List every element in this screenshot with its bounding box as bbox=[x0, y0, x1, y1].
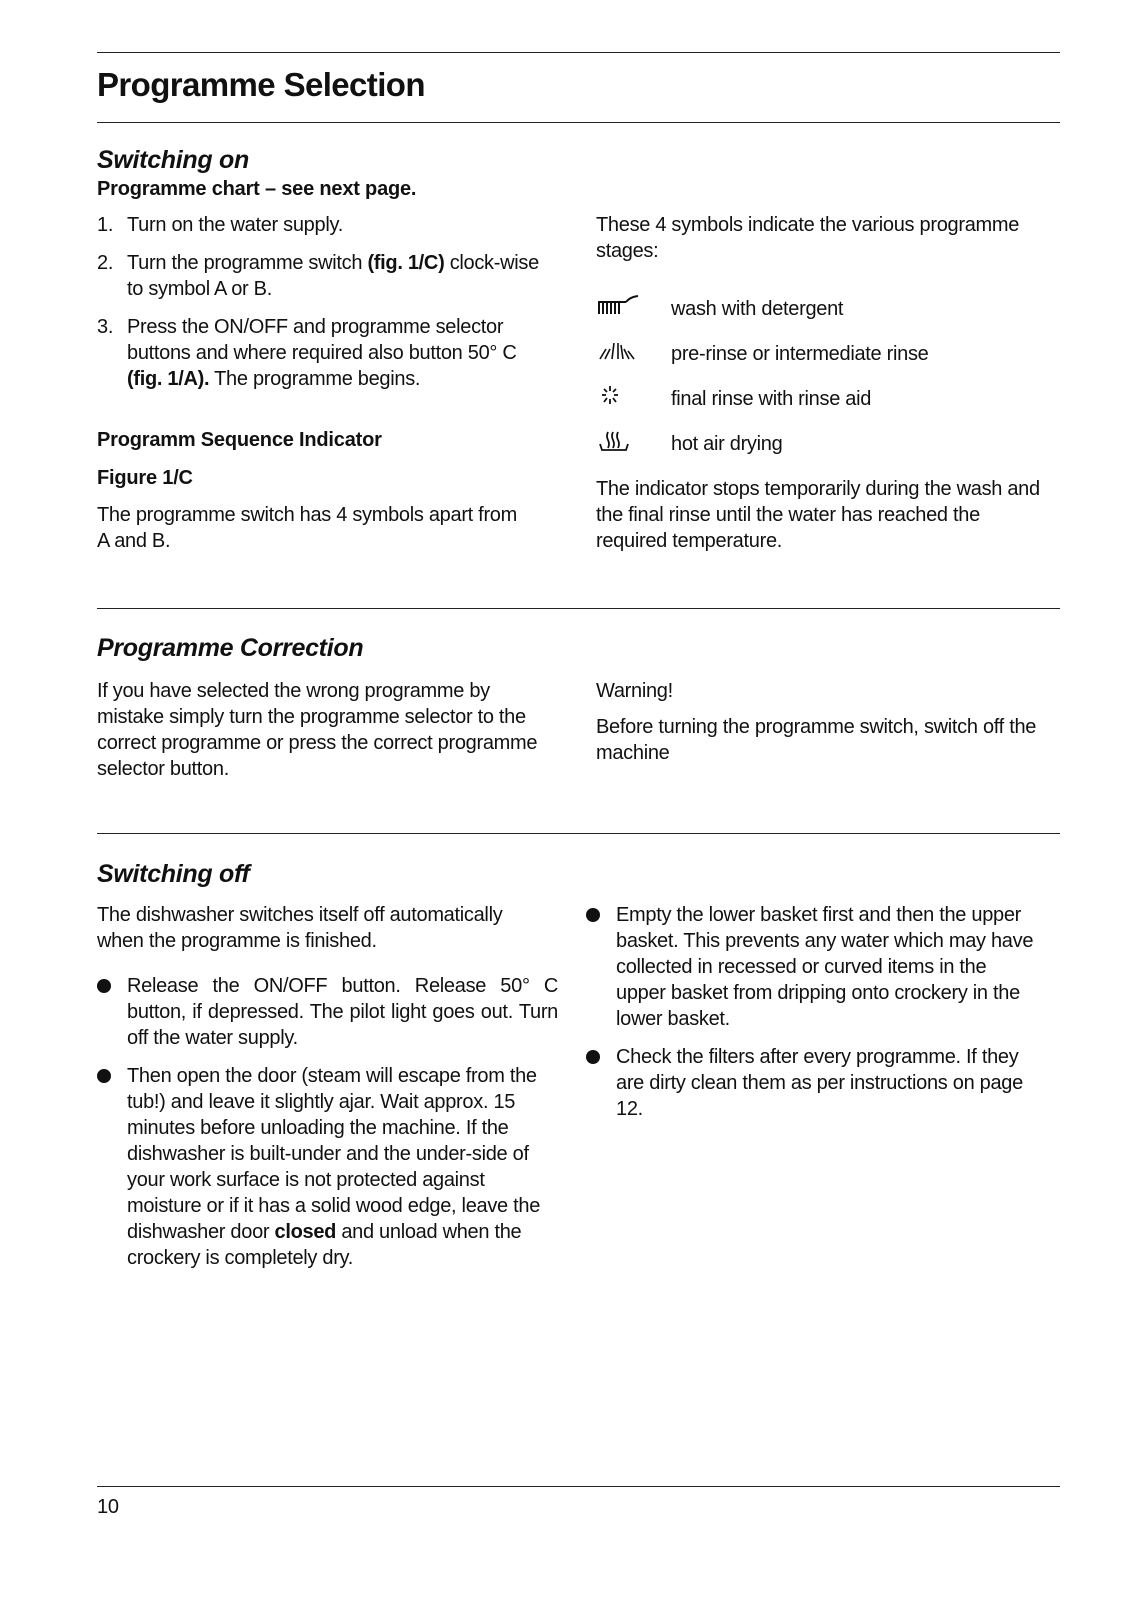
switching-off-right-bullets bbox=[582, 902, 1037, 1134]
page-title: Programme Selection bbox=[97, 66, 425, 103]
indicator-text: The programme switch has 4 symbols apart from A and B. bbox=[97, 504, 517, 552]
bullet-icon bbox=[586, 1050, 600, 1064]
programme-chart-note: Programme chart – see next page. bbox=[97, 178, 417, 200]
symbols-intro: These 4 symbols indicate the various programme stages: bbox=[596, 214, 1020, 262]
bullet-icon bbox=[97, 979, 111, 993]
bullet-empty-baskets: Empty the lower basket first and then the upper basket. This prevents any water which may have collected in recessed or curved items in the upper basket from dripping onto crockery in the lower basket. bbox=[582, 902, 1037, 1032]
symbol-row-rinse: pre-rinse or intermediate rinse bbox=[596, 331, 1056, 376]
bullet-icon bbox=[97, 1069, 111, 1083]
bullet-release-button: Release the ON/OFF button. Release 50° C button, if depressed. The pilot light goes out. Turn off the water supply. bbox=[93, 973, 558, 1051]
correction-rule bbox=[97, 608, 1060, 609]
symbol-row-drying: hot air drying bbox=[596, 421, 1056, 466]
symbol-row-rinse-aid: final rinse with rinse aid bbox=[596, 376, 1056, 421]
rinse-aid-icon bbox=[596, 383, 671, 414]
symbol-list bbox=[596, 286, 1056, 466]
symbol-row-wash: wash with detergent bbox=[596, 286, 1056, 331]
correction-heading: Programme Correction bbox=[97, 634, 364, 662]
step-2: 2. Turn the programme switch (fig. 1/C) clock-wise to symbol A or B. bbox=[97, 252, 539, 300]
bullet-check-filters: Check the filters after every programme. If they are dirty clean them as per instructions on page 12. bbox=[582, 1044, 1037, 1122]
figure-label: Figure 1/C bbox=[97, 467, 193, 489]
warning-label: Warning! bbox=[596, 680, 673, 702]
switching-on-steps bbox=[97, 212, 552, 404]
bullet-icon bbox=[586, 908, 600, 922]
step-1: 1. Turn on the water supply. bbox=[97, 214, 343, 236]
drying-icon bbox=[596, 428, 671, 459]
rinse-icon bbox=[596, 339, 671, 368]
switching-off-left-bullets bbox=[93, 973, 558, 1283]
footer-rule bbox=[97, 1486, 1060, 1487]
wash-icon bbox=[596, 294, 671, 323]
title-rule bbox=[97, 122, 1060, 123]
warning-text: Before turning the programme switch, switch off the machine bbox=[596, 716, 1037, 764]
switching-off-rule bbox=[97, 833, 1060, 834]
switching-on-heading: Switching on bbox=[97, 146, 249, 174]
step-3: 3. Press the ON/OFF and programme selector buttons and where required also button 50° C (fig. 1/A). The programme begins. bbox=[97, 316, 517, 390]
correction-text: If you have selected the wrong programme by mistake simply turn the programme selector to the correct programme or press the correct programme selector button. bbox=[97, 680, 538, 780]
top-rule bbox=[97, 52, 1060, 53]
bullet-open-door: Then open the door (steam will escape from the tub!) and leave it slightly ajar. Wait approx. 15 minutes before unloading the machine. If the dishwasher is built-under and the under-side of your work surface is not protected against moisture or if it has a solid wood edge, leave the dishwasher door closed and unload when the crockery is completely dry. bbox=[93, 1063, 558, 1271]
indicator-heading: Programm Sequence Indicator bbox=[97, 429, 382, 451]
switching-off-heading: Switching off bbox=[97, 860, 250, 888]
switching-off-intro: The dishwasher switches itself off automatically when the programme is finished. bbox=[97, 904, 503, 952]
page-number: 10 bbox=[97, 1496, 119, 1518]
indicator-note: The indicator stops temporarily during the wash and the final rinse until the water has reached the required temperature. bbox=[596, 478, 1040, 552]
